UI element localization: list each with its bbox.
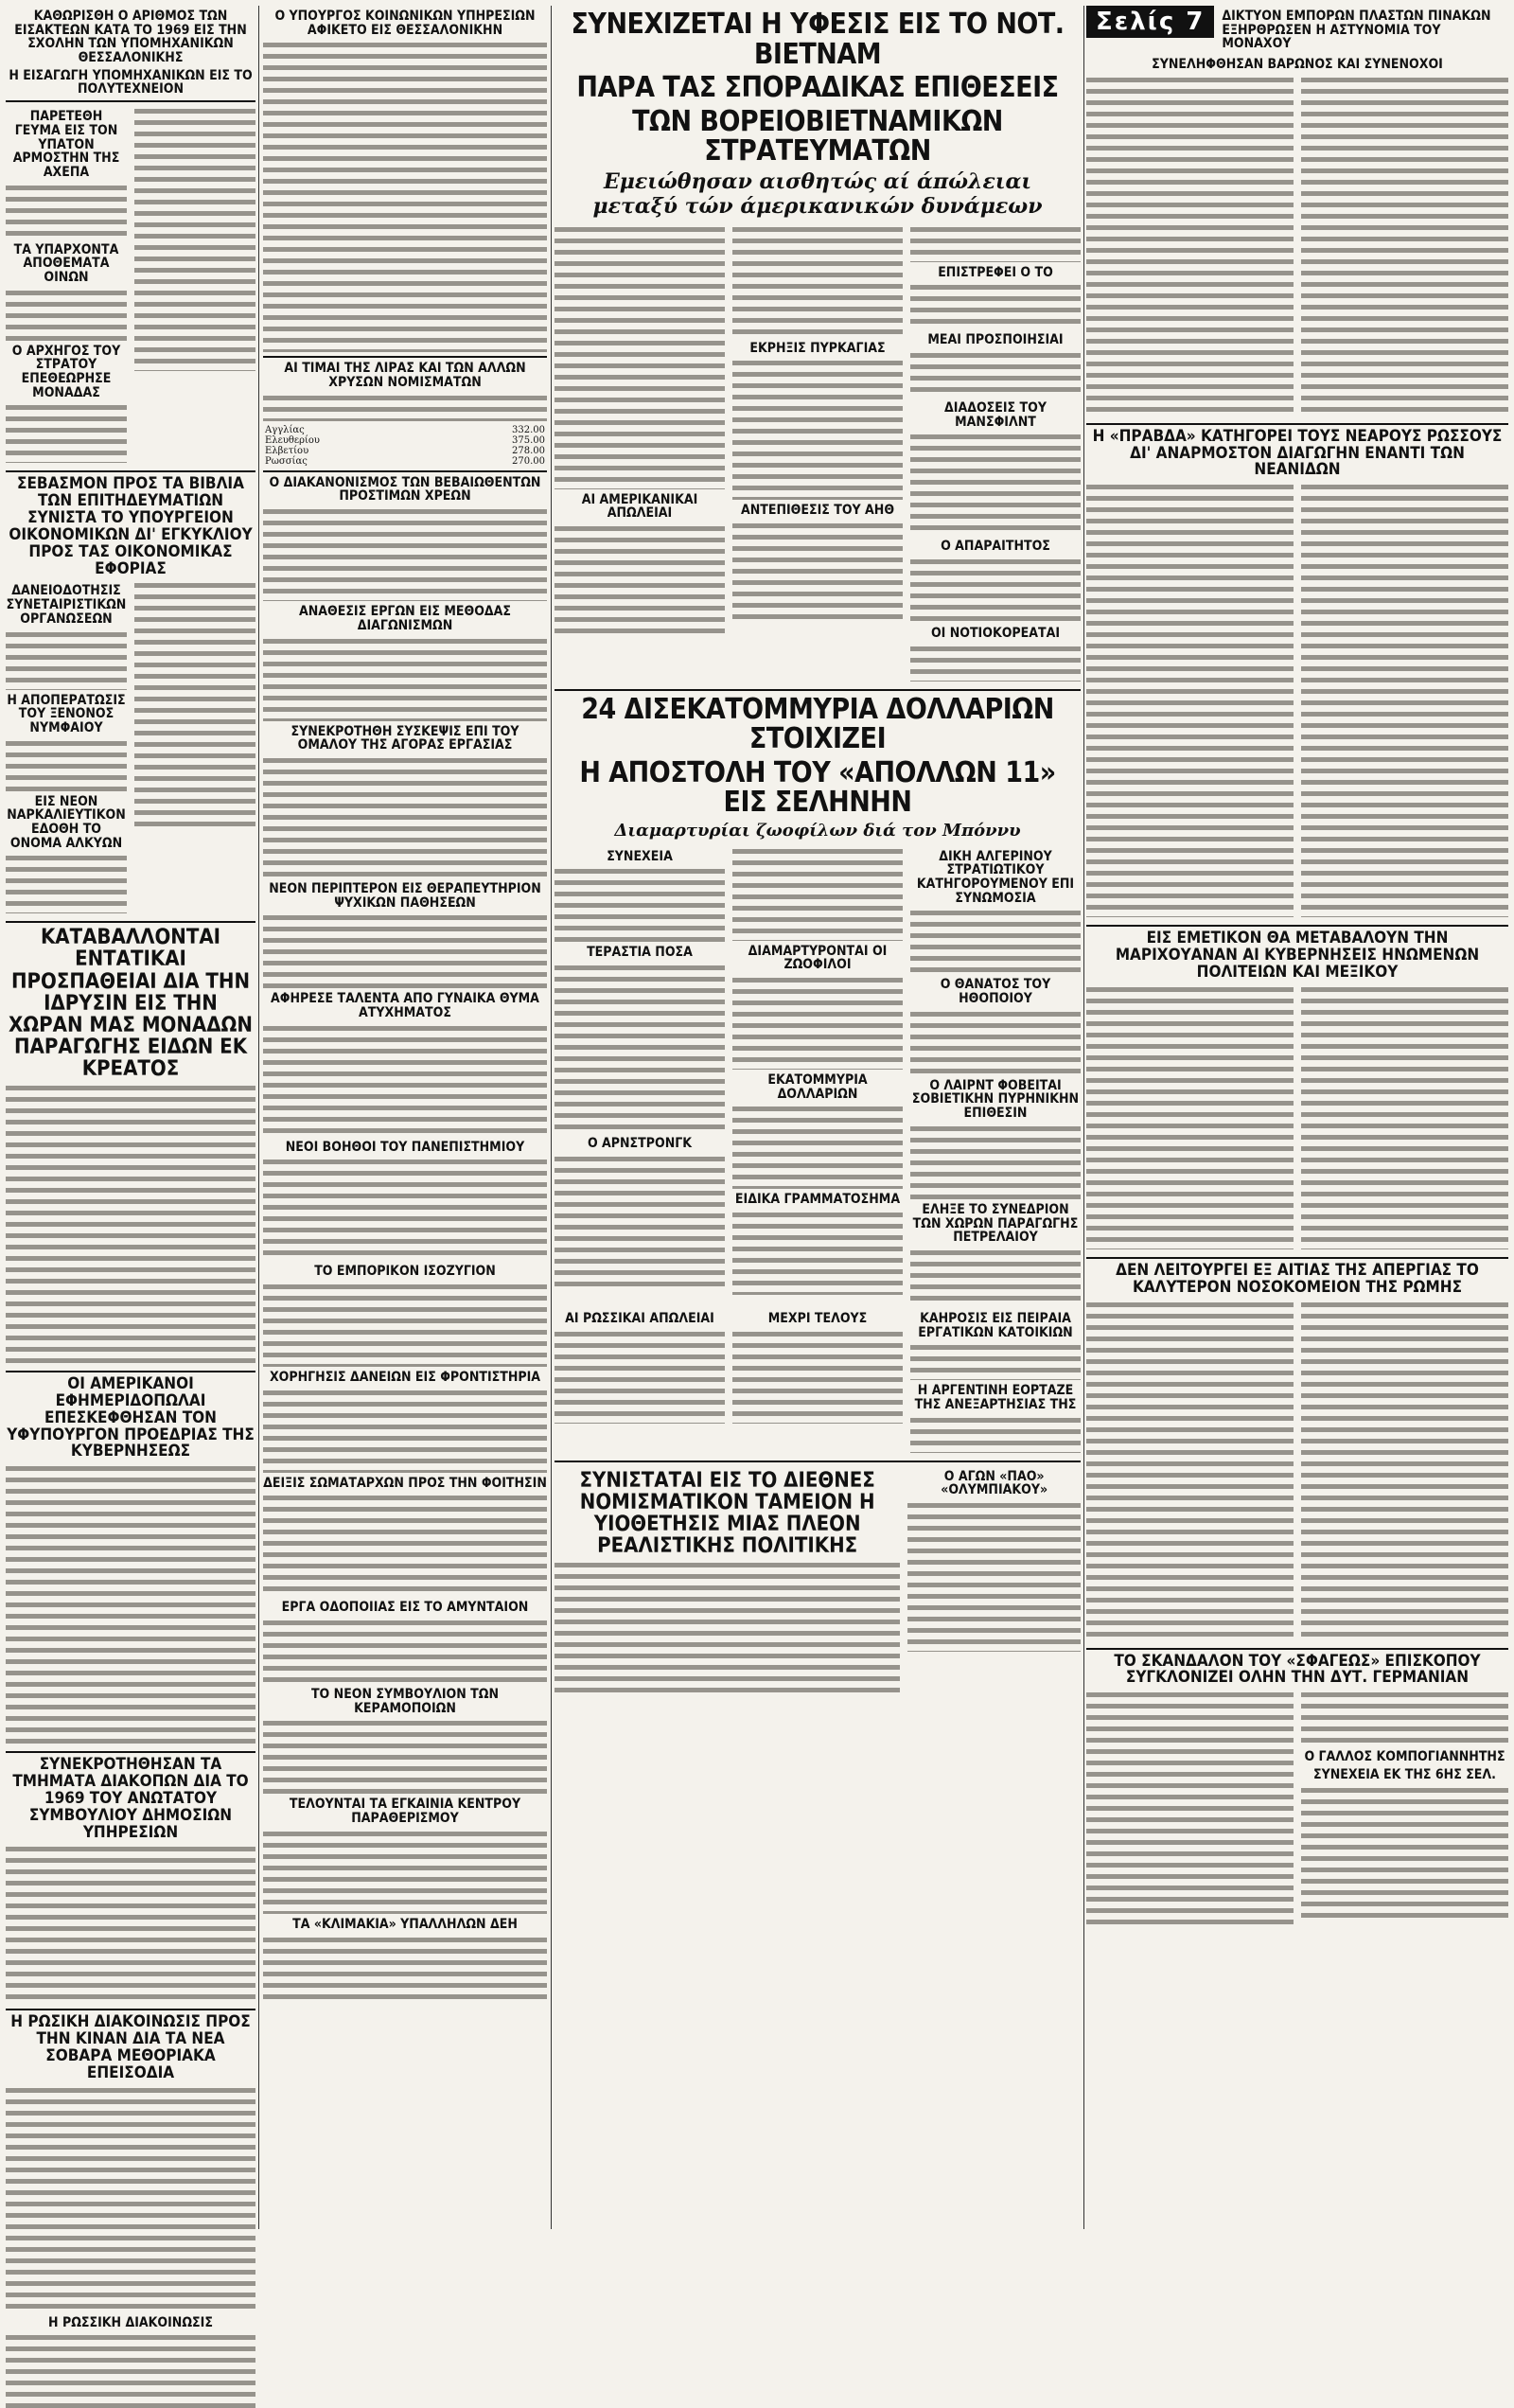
article-text xyxy=(1301,75,1508,416)
headline: ΜΕΑΙ ΠΡΟΣΠΟΙΗΣΙΑΙ xyxy=(927,332,1064,348)
headline: ΤΟ ΕΜΠΟΡΙΚΟΝ ΙΣΟΖΥΓΙΟΝ xyxy=(314,1264,496,1280)
article-text xyxy=(1086,482,1294,917)
divider xyxy=(6,1751,255,1753)
article-text xyxy=(732,358,903,500)
headline: Η «ΠΡΑΒΔΑ» ΚΑΤΗΓΟΡΕΙ ΤΟΥΣ ΝΕΑΡΟΥΣ ΡΩΣΣΟΥΣ ΔΙ' ΑΝΑΡΜΟΣΤΟΝ ΔΙΑΓΩΓΗΝ ΕΝΑΝΤΙ ΤΩΝ ΝΕΑΝΙΔΩΝ xyxy=(1092,426,1503,480)
headline: ΑΙ ΤΙΜΑΙ ΤΗΣ ΛΙΡΑΣ ΚΑΙ ΤΩΝ ΑΛΛΩΝ ΧΡΥΣΩΝ ΝΟΜΙΣΜΑΤΩΝ xyxy=(284,361,526,391)
divider xyxy=(6,100,255,102)
article-text xyxy=(910,1248,1081,1304)
price-value: 375.00 xyxy=(512,434,545,446)
subheadline: Διαμαρτυρίαι ζωοφίλων διά τον Μπόννυ xyxy=(614,820,1021,841)
headline: ΤΑ ΥΠΑΡΧΟΝΤΑ ΑΠΟΘΕΜΑΤΑ ΟΙΝΩΝ xyxy=(13,241,119,285)
headline: ΚΑΘΩΡΙΣΘΗ Ο ΑΡΙΘΜΟΣ ΤΩΝ ΕΙΣΑΚΤΕΩΝ ΚΑΤΑ ΤΟ 1969 ΕΙΣ ΤΗΝ ΣΧΟΛΗΝ ΤΩΝ ΥΠΟΜΗΧΑΝΙΚΩΝ ΘΕΣΣΑΛΟΝΙΚΗΣ xyxy=(14,9,247,66)
article-text xyxy=(910,1124,1081,1199)
article-text xyxy=(6,1083,255,1367)
headline: ΑΙ ΡΩΣΣΙΚΑΙ ΑΠΩΛΕΙΑΙ xyxy=(565,1310,714,1326)
article-text xyxy=(263,636,547,721)
headline: Η ΑΠΟΠΕΡΑΤΩΣΙΣ ΤΟΥ ΞΕΝΟΝΟΣ ΝΥΜΦΑΙΟΥ xyxy=(7,692,126,735)
article-split xyxy=(555,224,1081,685)
headline: ΑΝΤΕΠΙΘΕΣΙΣ ΤΟΥ ΑΗΘ xyxy=(740,503,895,519)
headline: Η ΑΡΓΕΝΤΙΝΗ ΕΟΡΤΑΖΕ ΤΗΣ ΑΝΕΞΑΡΤΗΣΙΑΣ ΤΗΣ xyxy=(914,1383,1077,1412)
headline: ΕΚΑΤΟΜΜΥΡΙΑ ΔΟΛΛΑΡΙΩΝ xyxy=(767,1072,868,1102)
article-text xyxy=(732,1104,903,1189)
article-text xyxy=(263,506,547,601)
article-text xyxy=(263,755,547,878)
article-text xyxy=(910,908,1081,974)
headline: ΣΥΝΕΛΗΦΘΗΣΑΝ ΒΑΡΩΝΟΣ ΚΑΙ ΣΥΝΕΝΟΧΟΙ xyxy=(1152,57,1443,73)
article-text xyxy=(555,963,725,1133)
headline: Ο ΑΠΑΡΑΙΤΗΤΟΣ xyxy=(941,539,1050,555)
price-row xyxy=(263,446,547,456)
headline: Ο ΑΓΩΝ «ΠΑΟ» «ΟΛΥΜΠΙΑΚΟΥ» xyxy=(941,1468,1048,1498)
divider xyxy=(6,470,255,472)
article-text xyxy=(910,224,1081,262)
article-text xyxy=(6,738,127,791)
article-text xyxy=(555,1154,725,1286)
price-row xyxy=(263,456,547,467)
headline: Ο ΘΑΝΑΤΟΣ ΤΟΥ ΗΘΟΠΟΙΟΥ xyxy=(940,977,1051,1007)
price-table xyxy=(263,425,547,467)
article-text xyxy=(6,183,127,239)
article-text xyxy=(1086,1690,1294,1926)
headline: ΕΙΣ ΕΜΕΤΙΚΟΝ ΘΑ ΜΕΤΑΒΑΛΟΥΝ ΤΗΝ ΜΑΡΙΧΟΥΑΝΑΝ ΑΙ ΚΥΒΕΡΝΗΣΕΙΣ ΗΝΩΜΕΝΩΝ ΠΟΛΙΤΕΙΩΝ ΚΑΙ ΜΕΞΙΚΟΥ xyxy=(1115,929,1480,982)
headline: ΟΙ ΝΟΤΙΟΚΟΡΕΑΤΑΙ xyxy=(930,625,1061,641)
headline: ΣΥΝΕΧΕΙΑ xyxy=(607,848,673,864)
headline: Ο ΛΑΙΡΝΤ ΦΟΒΕΙΤΑΙ ΣΟΒΙΕΤΙΚΗΝ ΠΥΡΗΝΙΚΗΝ ΕΠΙΘΕΣΙΝ xyxy=(911,1077,1080,1122)
article-text xyxy=(6,1844,255,2005)
article-text xyxy=(1086,984,1294,1249)
headline: Η ΕΙΣΑΓΩΓΗ ΥΠΟΜΗΧΑΝΙΚΩΝ ΕΙΣ ΤΟ ΠΟΛΥΤΕΧΝΕΙΟΝ xyxy=(9,67,253,97)
article-text xyxy=(1086,75,1294,416)
headline: Ο ΑΡΧΗΓΟΣ ΤΟΥ ΣΤΡΑΤΟΥ ΕΠΕΘΕΩΡΗΣΕ ΜΟΝΑΔΑΣ xyxy=(11,343,121,400)
article-text xyxy=(555,866,725,942)
headline: ΣΥΝΕΚΡΟΤΗΘΗΣΑΝ ΤΑ ΤΜΗΜΑΤΑ ΔΙΑΚΟΠΩΝ ΔΙΑ ΤΟ 1969 ΤΟΥ ΑΝΩΤΑΤΟΥ ΣΥΜΒΟΥΛΙΟΥ ΔΗΜΟΣΙΩΝ ΥΠΗΡΕΣΙΩΝ xyxy=(12,1755,249,1842)
headline: Ο ΔΙΑΚΑΝΟΝΙΣΜΟΣ ΤΩΝ ΒΕΒΑΙΩΘΕΝΤΩΝ ΠΡΟΣΤΙΜΩΝ ΧΡΕΩΝ xyxy=(269,474,541,505)
headline: ΑΙ ΑΜΕΡΙΚΑΝΙΚΑΙ ΑΠΩΛΕΙΑΙ xyxy=(581,491,698,522)
article-text xyxy=(910,1415,1081,1453)
article-text xyxy=(263,1718,547,1794)
divider xyxy=(6,921,255,923)
article-split xyxy=(1086,984,1508,1253)
article-text xyxy=(263,393,547,421)
headline: ΤΟ ΝΕΟΝ ΣΥΜΒΟΥΛΙΟΝ ΤΩΝ ΚΕΡΑΜΟΠΟΙΩΝ xyxy=(310,1687,500,1716)
headline: ΝΕΟΙ ΒΟΗΘΟΙ ΤΟΥ ΠΑΝΕΠΙΣΤΗΜΙΟΥ xyxy=(285,1139,525,1155)
column-divider xyxy=(1083,6,1084,2229)
headline: ΠΑΡΕΤΕΘΗ ΓΕΥΜΑ ΕΙΣ ΤΟΝ ΥΠΑΤΟΝ ΑΡΜΟΣΤΗΝ ΤΗΣ ΑΧΕΠΑ xyxy=(12,109,120,180)
divider xyxy=(1086,1257,1508,1259)
divider xyxy=(555,689,1081,691)
divider xyxy=(1086,423,1508,425)
article-text xyxy=(6,2085,255,2312)
column-4 xyxy=(1086,6,1508,2229)
article-split xyxy=(555,846,1081,1308)
article-text xyxy=(134,106,255,371)
price-name: Ρωσσίας xyxy=(265,455,308,467)
divider xyxy=(263,470,547,472)
article-text xyxy=(732,846,903,941)
column-1 xyxy=(6,6,255,2330)
headline: ΔΕΝ ΛΕΙΤΟΥΡΓΕΙ ΕΞ ΑΙΤΙΑΣ ΤΗΣ ΑΠΕΡΓΙΑΣ ΤΟ ΚΑΛΥΤΕΡΟΝ ΝΟΣΟΚΟΜΕΙΟΝ ΤΗΣ ΡΩΜΗΣ xyxy=(1116,1260,1479,1297)
article-text xyxy=(263,1618,547,1684)
column-3 xyxy=(555,6,1081,2229)
article-text xyxy=(1301,1785,1508,1918)
headline: ΣΥΝΕΧΕΙΑ ΕΚ ΤΗΣ 6ΗΣ ΣΕΛ. xyxy=(1313,1766,1496,1782)
headline: ΔΑΝΕΙΟΔΟΤΗΣΙΣ ΣΥΝΕΤΑΙΡΙΣΤΙΚΩΝ ΟΡΓΑΝΩΣΕΩΝ xyxy=(6,583,127,627)
price-value: 332.00 xyxy=(512,424,545,435)
subheadline: μεταξύ τών άμερικανικών δυνάμεων xyxy=(592,193,1043,219)
price-name: Αγγλίας xyxy=(265,424,305,435)
headline: Ο ΑΡΝΣΤΡΟΝΓΚ xyxy=(587,1136,693,1151)
article-text xyxy=(1086,1300,1294,1640)
headline: ΤΟ ΣΚΑΝΔΑΛΟΝ ΤΟΥ «ΣΦΑΓΕΩΣ» ΕΠΙΣΚΟΠΟΥ ΣΥΓΚΛΟΝΙΖΕΙ ΟΛΗΝ ΤΗΝ ΔΥΤ. ΓΕΡΜΑΝΙΑΝ xyxy=(1114,1651,1481,1688)
headline: Η ΡΩΣΣΙΚΗ ΔΙΑΚΟΙΝΩΣΙΣ xyxy=(48,2314,213,2330)
article-text xyxy=(263,1282,547,1367)
headline: ΕΙΔΙΚΑ ΓΡΑΜΜΑΤΟΣΗΜΑ xyxy=(734,1192,901,1208)
article-text xyxy=(263,912,547,988)
headline: ΔΙΚΤΥΟΝ ΕΜΠΟΡΩΝ ΠΛΑΣΤΩΝ ΠΙΝΑΚΩΝ ΕΞΗΡΘΡΩΣΕΝ Η ΑΣΤΥΝΟΜΙΑ ΤΟΥ ΜΟΝΑΧΟΥ xyxy=(1222,9,1491,52)
price-value: 270.00 xyxy=(512,455,545,467)
headline: Η ΡΩΣΙΚΗ ΔΙΑΚΟΙΝΩΣΙΣ ΠΡΟΣ ΤΗΝ ΚΙΝΑΝ ΔΙΑ ΤΑ ΝΕΑ ΣΟΒΑΡΑ ΜΕΘΟΡΙΑΚΑ ΕΠΕΙΣΟΔΙΑ xyxy=(10,2012,251,2082)
article-text xyxy=(263,1023,547,1137)
price-name: Ελβετίου xyxy=(265,445,309,456)
headline: ΤΑ «ΚΛΙΜΑΚΙΑ» ΥΠΑΛΛΗΛΩΝ ΔΕΗ xyxy=(292,1916,518,1932)
headline: ΔΙΑΔΟΣΕΙΣ ΤΟΥ ΜΑΝΣΦΙΛΝΤ xyxy=(944,399,1047,430)
divider xyxy=(6,2009,255,2010)
headline: ΕΚΡΗΞΙΣ ΠΥΡΚΑΓΙΑΣ xyxy=(749,340,886,356)
headline: ΝΕΟΝ ΠΕΡΙΠΤΕΡΟΝ ΕΙΣ ΘΕΡΑΠΕΥΤΗΡΙΟΝ ΨΥΧΙΚΩΝ ΠΑΘΗΣΕΩΝ xyxy=(269,880,541,911)
article-text xyxy=(6,1463,255,1747)
article-text xyxy=(732,1210,903,1295)
article-text xyxy=(910,432,1081,536)
article-text xyxy=(263,1935,547,2001)
column-divider xyxy=(551,6,552,2229)
headline: ΚΑΗΡΟΣΙΣ ΕΙΣ ΠΕΙΡΑΙΑ ΕΡΓΑΤΙΚΩΝ ΚΑΤΟΙΚΙΩΝ xyxy=(918,1310,1073,1340)
article-text xyxy=(263,40,547,352)
article-text xyxy=(910,1342,1081,1380)
lead-headline: ΣΥΝΕΧΙΖΕΤΑΙ Η ΥΦΕΣΙΣ ΕΙΣ ΤΟ ΝΟΤ. ΒΙΕΤΝΑΜ xyxy=(571,8,1065,71)
article-text xyxy=(263,1157,547,1261)
article-text xyxy=(732,521,903,625)
article-text xyxy=(6,288,127,341)
headline: ΕΡΓΑ ΟΔΟΠΟΙΙΑΣ ΕΙΣ ΤΟ ΑΜΥΝΤΑΙΟΝ xyxy=(281,1600,529,1616)
article-split xyxy=(6,106,255,467)
headline: Ο ΥΠΟΥΡΓΟΣ ΚΟΙΝΩΝΙΚΩΝ ΥΠΗΡΕΣΙΩΝ ΑΦΙΚΕΤΟ ΕΙΣ ΘΕΣΣΑΛΟΝΙΚΗΝ xyxy=(274,9,536,38)
lead-headline: ΤΩΝ ΒΟΡΕΙΟΒΙΕΤΝΑΜΙΚΩΝ ΣΤΡΑΤΕΥΜΑΤΩΝ xyxy=(632,104,1003,168)
article-text xyxy=(555,523,725,637)
article-text xyxy=(1301,1300,1508,1640)
headline: ΤΕΛΟΥΝΤΑΙ ΤΑ ΕΓΚΑΙΝΙΑ ΚΕΝΤΡΟΥ ΠΑΡΑΘΕΡΙΣΜΟΥ xyxy=(289,1797,521,1827)
article-text xyxy=(907,1500,1081,1652)
article-text xyxy=(732,975,903,1070)
article-split xyxy=(1086,1690,1508,1930)
headline: ΔΙΑΜΑΡΤΥΡΟΝΤΑΙ ΟΙ ΖΩΟΦΙΛΟΙ xyxy=(748,943,888,973)
headline: ΕΛΗΞΕ ΤΟ ΣΥΝΕΔΡΙΟΝ ΤΩΝ ΧΩΡΩΝ ΠΑΡΑΓΩΓΗΣ ΠΕΤΡΕΛΑΙΟΥ xyxy=(912,1201,1079,1246)
price-row xyxy=(263,425,547,435)
article-text xyxy=(910,350,1081,398)
divider xyxy=(6,1371,255,1372)
price-name: Ελευθερίου xyxy=(265,434,320,446)
headline: 24 ΔΙΣΕΚΑΤΟΜΜΥΡΙΑ ΔΟΛΛΑΡΙΩΝ ΣΤΟΙΧΙΖΕΙ xyxy=(581,692,1054,756)
headline: ΜΕΧΡΙ ΤΕΛΟΥΣ xyxy=(767,1310,868,1326)
headline: ΣΥΝΙΣΤΑΤΑΙ ΕΙΣ ΤΟ ΔΙΕΘΝΕΣ ΝΟΜΙΣΜΑΤΙΚΟΝ ΤΑΜΕΙΟΝ Η ΥΙΟΘΕΤΗΣΙΣ ΜΙΑΣ ΠΛΕΟΝ ΡΕΑΛΙΣΤΙΚΗΣ ΠΟΛΙΤΙΚΗΣ xyxy=(579,1468,875,1558)
article-split xyxy=(1086,482,1508,921)
headline: ΕΠΙΣΤΡΕΦΕΙ Ο ΤΟ xyxy=(938,264,1053,280)
article-text xyxy=(910,644,1081,682)
price-row xyxy=(263,435,547,446)
article-text xyxy=(910,557,1081,623)
headline: ΔΙΚΗ ΑΛΓΕΡΙΝΟΥ ΣΤΡΑΤΙΩΤΙΚΟΥ ΚΑΤΗΓΟΡΟΥΜΕΝΟΥ ΕΠΙ ΣΥΝΩΜΟΣΙΑ xyxy=(916,848,1075,906)
article-text xyxy=(6,853,127,913)
article-split xyxy=(555,1466,1081,1696)
article-text xyxy=(732,1329,903,1424)
article-text xyxy=(732,224,903,338)
headline: ΟΙ ΑΜΕΡΙΚΑΝΟΙ ΕΦΗΜΕΡΙΔΟΠΩΛΑΙ ΕΠΕΣΚΕΦΘΗΣΑΝ ΤΟΝ ΥΦΥΠΟΥΡΓΟΝ ΠΡΟΕΔΡΙΑΣ ΤΗΣ ΚΥΒΕΡΝΗΣΕΩΣ xyxy=(7,1373,255,1461)
headline: ΣΥΝΕΚΡΟΤΗΘΗ ΣΥΣΚΕΨΙΣ ΕΠΙ ΤΟΥ ΟΜΑΛΟΥ ΤΗΣ ΑΓΟΡΑΣ ΕΡΓΑΣΙΑΣ xyxy=(290,723,519,753)
article-text xyxy=(263,1388,547,1473)
article-text xyxy=(555,224,725,489)
page-number-banner: Σελίς 7 xyxy=(1086,6,1214,38)
article-text xyxy=(1301,482,1508,917)
headline: ΑΦΗΡΕΣΕ ΤΑΛΕΝΤΑ ΑΠΟ ΓΥΝΑΙΚΑ ΘΥΜΑ ΑΤΥΧΗΜΑΤΟΣ xyxy=(271,991,539,1020)
article-text xyxy=(263,1493,547,1597)
divider xyxy=(555,1461,1081,1462)
headline: Η ΑΠΟΣΤΟΛΗ ΤΟΥ «ΑΠΟΛΛΩΝ 11» ΕΙΣ ΣΕΛΗΝΗΝ xyxy=(579,755,1056,820)
headline: ΕΙΣ ΝΕΟΝ ΝΑΡΚΑΛΙΕΥΤΙΚΟΝ ΕΔΟΘΗ ΤΟ ΟΝΟΜΑ ΑΛΚΥΩΝ xyxy=(7,793,126,851)
headline: ΚΑΤΑΒΑΛΛΟΝΤΑΙ ΕΝΤΑΤΙΚΑΙ ΠΡΟΣΠΑΘΕΙΑΙ ΔΙΑ ΤΗΝ ΙΔΡΥΣΙΝ ΕΙΣ ΤΗΝ ΧΩΡΑΝ ΜΑΣ ΜΟΝΑΔΩΝ ΠΑΡΑΓΩΓΗΣ ΕΙΔΩΝ ΕΚ ΚΡΕΑΤΟΣ xyxy=(9,926,253,1081)
divider xyxy=(1086,1648,1508,1650)
article-text xyxy=(555,1329,725,1424)
article-text xyxy=(1301,1690,1508,1746)
article-text xyxy=(134,580,255,826)
subheadline: Εμειώθησαν αισθητώς αί άπώλειαι xyxy=(603,168,1032,194)
headline: ΧΟΡΗΓΗΣΙΣ ΔΑΝΕΙΩΝ ΕΙΣ ΦΡΟΝΤΙΣΤΗΡΙΑ xyxy=(269,1370,541,1385)
headline: Ο ΓΑΛΛΟΣ ΚΟΜΠΟΓΙΑΝΝΗΤΗΣ xyxy=(1304,1749,1505,1765)
lead-headline: ΠΑΡΑ ΤΑΣ ΣΠΟΡΑΔΙΚΑΣ ΕΠΙΘΕΣΕΙΣ xyxy=(576,71,1059,104)
divider xyxy=(1086,925,1508,927)
masthead-row xyxy=(1086,6,1508,54)
price-value: 278.00 xyxy=(512,445,545,456)
article-split xyxy=(1086,75,1508,419)
article-text xyxy=(6,402,127,463)
article-text xyxy=(6,2332,255,2408)
article-text xyxy=(555,1560,900,1692)
headline: ΑΝΑΘΕΣΙΣ ΕΡΓΩΝ ΕΙΣ ΜΕΘΟΔΑΣ ΔΙΑΓΩΝΙΣΜΩΝ xyxy=(298,604,512,633)
article-text xyxy=(1301,984,1508,1249)
headline: ΔΕΙΞΙΣ ΣΩΜΑΤΑΡΧΩΝ ΠΡΟΣ ΤΗΝ ΦΟΙΤΗΣΙΝ xyxy=(263,1475,547,1491)
article-text xyxy=(6,629,127,690)
divider xyxy=(263,356,547,358)
article-split xyxy=(1086,1300,1508,1644)
column-2 xyxy=(263,6,547,2229)
column-divider xyxy=(258,6,259,2229)
headline: ΤΕΡΑΣΤΙΑ ΠΟΣΑ xyxy=(587,945,693,961)
article-split xyxy=(6,580,255,917)
article-text xyxy=(910,1009,1081,1075)
article-text xyxy=(910,282,1081,329)
headline: ΣΕΒΑΣΜΟΝ ΠΡΟΣ ΤΑ ΒΙΒΛΙΑ ΤΩΝ ΕΠΙΤΗΔΕΥΜΑΤΙΩΝ ΣΥΝΙΣΤΑ ΤΟ ΥΠΟΥΡΓΕΙΟΝ ΟΙΚΟΝΟΜΙΚΩΝ ΔΙ' ΕΓΚΥΚΛΙΟΥ ΠΡΟΣ ΤΑΣ ΟΙΚΟΝΟΜΙΚΑΣ ΕΦΟΡΙΑΣ xyxy=(9,474,253,578)
article-text xyxy=(263,1829,547,1914)
article-split xyxy=(555,1308,1081,1457)
